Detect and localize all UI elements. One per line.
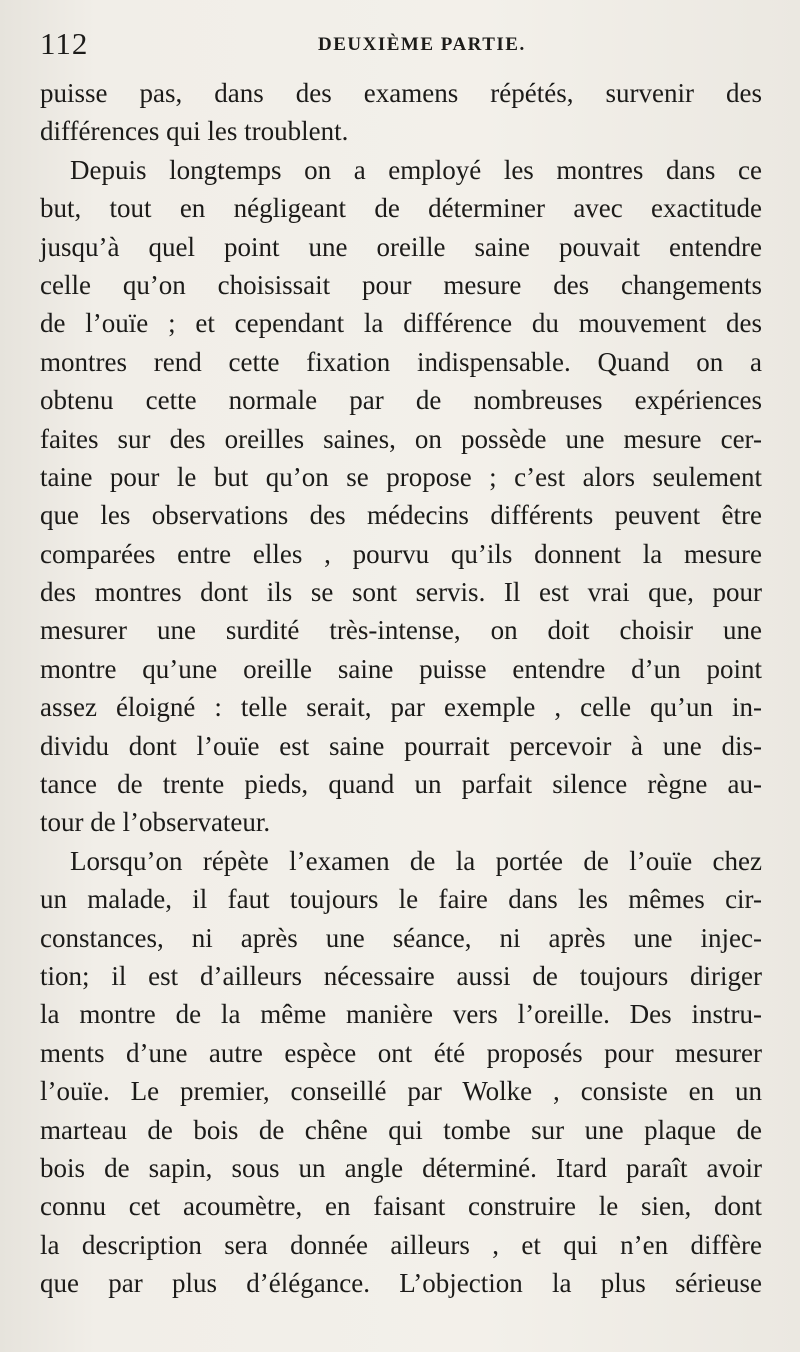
text-line: montre qu’une oreille saine puisse entendre d’un point bbox=[40, 653, 762, 684]
text-line: bois de sapin, sous un angle déterminé. Itard paraît avoir bbox=[40, 1152, 762, 1183]
text-line: différences qui les troublent. bbox=[40, 116, 349, 147]
text-line: tour de l’observateur. bbox=[40, 807, 271, 838]
text-line: dividu dont l’ouïe est saine pourrait percevoir à une dis- bbox=[40, 730, 762, 761]
page-number: 112 bbox=[40, 26, 89, 61]
text-line: taine pour le but qu’on se propose ; c’est alors seulement bbox=[40, 461, 762, 492]
text-line: marteau de bois de chêne qui tombe sur une plaque de bbox=[40, 1114, 762, 1145]
text-line: un malade, il faut toujours le faire dans les mêmes cir- bbox=[40, 884, 762, 915]
text-line: Lorsqu’on répète l’examen de la portée de l’ouïe chez bbox=[70, 845, 762, 876]
text-line: tion; il est d’ailleurs nécessaire aussi de toujours diriger bbox=[40, 960, 762, 991]
text-line: que par plus d’élégance. L’objection la plus sérieuse bbox=[40, 1268, 762, 1299]
text-line: Depuis longtemps on a employé les montres dans ce bbox=[70, 154, 762, 185]
text-line: l’ouïe. Le premier, conseillé par Wolke , consiste en un bbox=[40, 1076, 762, 1107]
running-head: DEUXIÈME PARTIE. bbox=[318, 34, 526, 55]
text-line: constances, ni après une séance, ni après une injec- bbox=[40, 922, 762, 953]
text-line: ments d’une autre espèce ont été proposés pour mesurer bbox=[40, 1037, 762, 1068]
text-line: jusqu’à quel point une oreille saine pouvait entendre bbox=[40, 231, 762, 262]
text-line: comparées entre elles , pourvu qu’ils donnent la mesure bbox=[40, 538, 762, 569]
text-line: des montres dont ils se sont servis. Il est vrai que, pour bbox=[40, 577, 762, 608]
text-line: assez éloigné : telle serait, par exemple , celle qu’un in- bbox=[40, 692, 762, 723]
text-line: celle qu’on choisissait pour mesure des changements bbox=[40, 269, 762, 300]
text-line: faites sur des oreilles saines, on possède une mesure cer- bbox=[40, 423, 762, 454]
text-line: de l’ouïe ; et cependant la différence du mouvement des bbox=[40, 308, 762, 339]
text-line: tance de trente pieds, quand un parfait silence règne au- bbox=[40, 769, 762, 800]
text-line: puisse pas, dans des examens répétés, survenir des bbox=[40, 78, 762, 108]
text-line: la montre de la même manière vers l’oreille. Des instru- bbox=[40, 999, 762, 1030]
text-line: montres rend cette fixation indispensable. Quand on a bbox=[40, 346, 762, 377]
body-text bbox=[40, 74, 762, 1303]
text-line: la description sera donnée ailleurs , et qui n’en diffère bbox=[40, 1229, 762, 1260]
text-line: connu cet acoumètre, en faisant construire le sien, dont bbox=[40, 1191, 762, 1222]
text-line: que les observations des médecins différents peuvent être bbox=[40, 500, 762, 531]
text-line: mesurer une surdité très-intense, on doit choisir une bbox=[40, 615, 762, 646]
text-line: but, tout en négligeant de déterminer avec exactitude bbox=[40, 193, 762, 224]
page-header bbox=[40, 22, 780, 68]
text-line: obtenu cette normale par de nombreuses expériences bbox=[40, 385, 762, 416]
